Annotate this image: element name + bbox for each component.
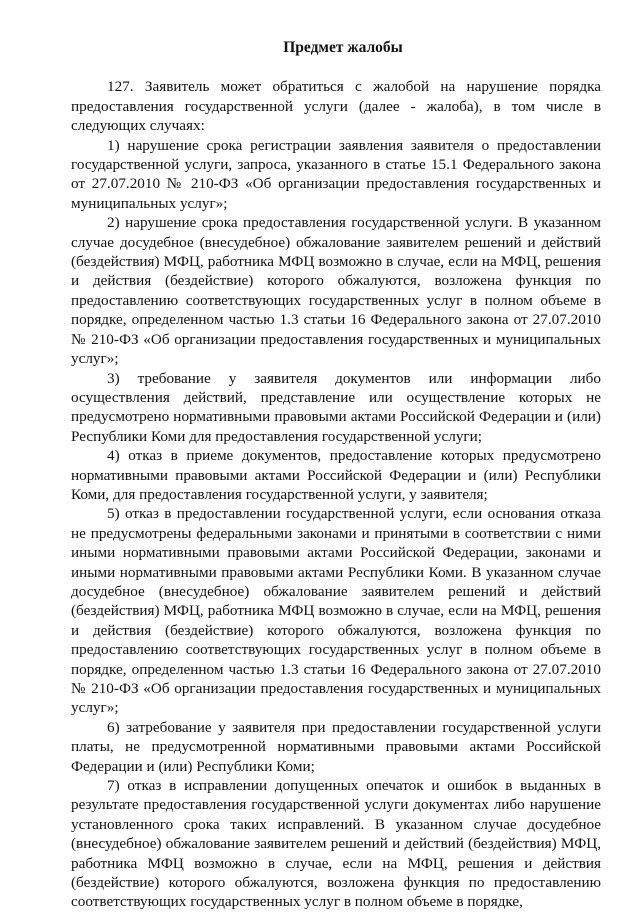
paragraph-item-5: 5) отказ в предоставлении государственной услуги, если основания отказа не предусмотрены федеральными законами и принятыми в соответствии с ними иными нормативными правовыми актами Российской Федерации, законами и иными нормативными правовыми актами Республики Коми. В указанном случае досудебное (внесудебное) обжалование заявителем решений и действий (бездействия) МФЦ, работника МФЦ возможно в случае, если на МФЦ, решения и действия (бездействие) которого обжалуются, возложена функция по предоставлению соответствующих государственных услуг в полном объеме в порядке, определенном частью 1.3 статьи 16 Федерального закона от 27.07.2010 № 210-ФЗ «Об организации предоставления государственных и муниципальных услуг»;	[71, 505, 601, 717]
paragraph-item-6: 6) затребование у заявителя при предоставлении государственной услуги платы, не предусмотренной нормативными правовыми актами Российской Федерации и (или) Республики Коми;	[71, 718, 601, 775]
paragraph-item-2: 2) нарушение срока предоставления государственной услуги. В указанном случае досудебное (внесудебное) обжалование заявителем решений и действий (бездействия) МФЦ, работника МФЦ возможно в случае, если на МФЦ, решения и действия (бездействие) которого обжалуются, возложена функция по предоставлению соответствующих государственных услуг в полном объеме в порядке, определенном частью 1.3 статьи 16 Федерального закона от 27.07.2010 № 210-ФЗ «Об организации предоставления государственных и муниципальных услуг»;	[71, 214, 601, 368]
paragraph-item-3: 3) требование у заявителя документов или информации либо осуществления действий, представление или осуществление которых не предусмотрено нормативными правовыми актами Российской Федерации и (или) Республики Коми для предоставления государственной услуги;	[71, 369, 601, 445]
paragraph-item-1: 1) нарушение срока регистрации заявления заявителя о предоставлении государственной услуги, запроса, указанного в статье 15.1 Федерального закона от 27.07.2010 № 210-ФЗ «Об организации предоставления государственных и муниципальных услуг»;	[71, 136, 601, 212]
section-title: Предмет жалобы	[283, 39, 403, 56]
paragraph-item-7: 7) отказ в исправлении допущенных опечаток и ошибок в выданных в результате предоставления государственной услуги документах либо нарушение установленного срока таких исправлений. В указанном случае досудебное (внесудебное) обжалование заявителем решений и действий (бездействия) МФЦ, работника МФЦ возможно в случае, если на МФЦ, решения и действия (бездействие) которого обжалуются, возложена функция по предоставлению соответствующих государственных услуг в полном объеме в порядке,	[71, 777, 601, 911]
paragraph-item-4: 4) отказ в приеме документов, предоставление которых предусмотрено нормативными правовыми актами Российской Федерации и (или) Республики Коми, для предоставления государственной услуги, у заявителя;	[71, 447, 601, 503]
document-page	[71, 38, 601, 912]
paragraph-127: 127. Заявитель может обратиться с жалобой на нарушение порядка предоставления государственной услуги (далее - жалоба), в том числе в следующих случаях:	[71, 78, 601, 135]
